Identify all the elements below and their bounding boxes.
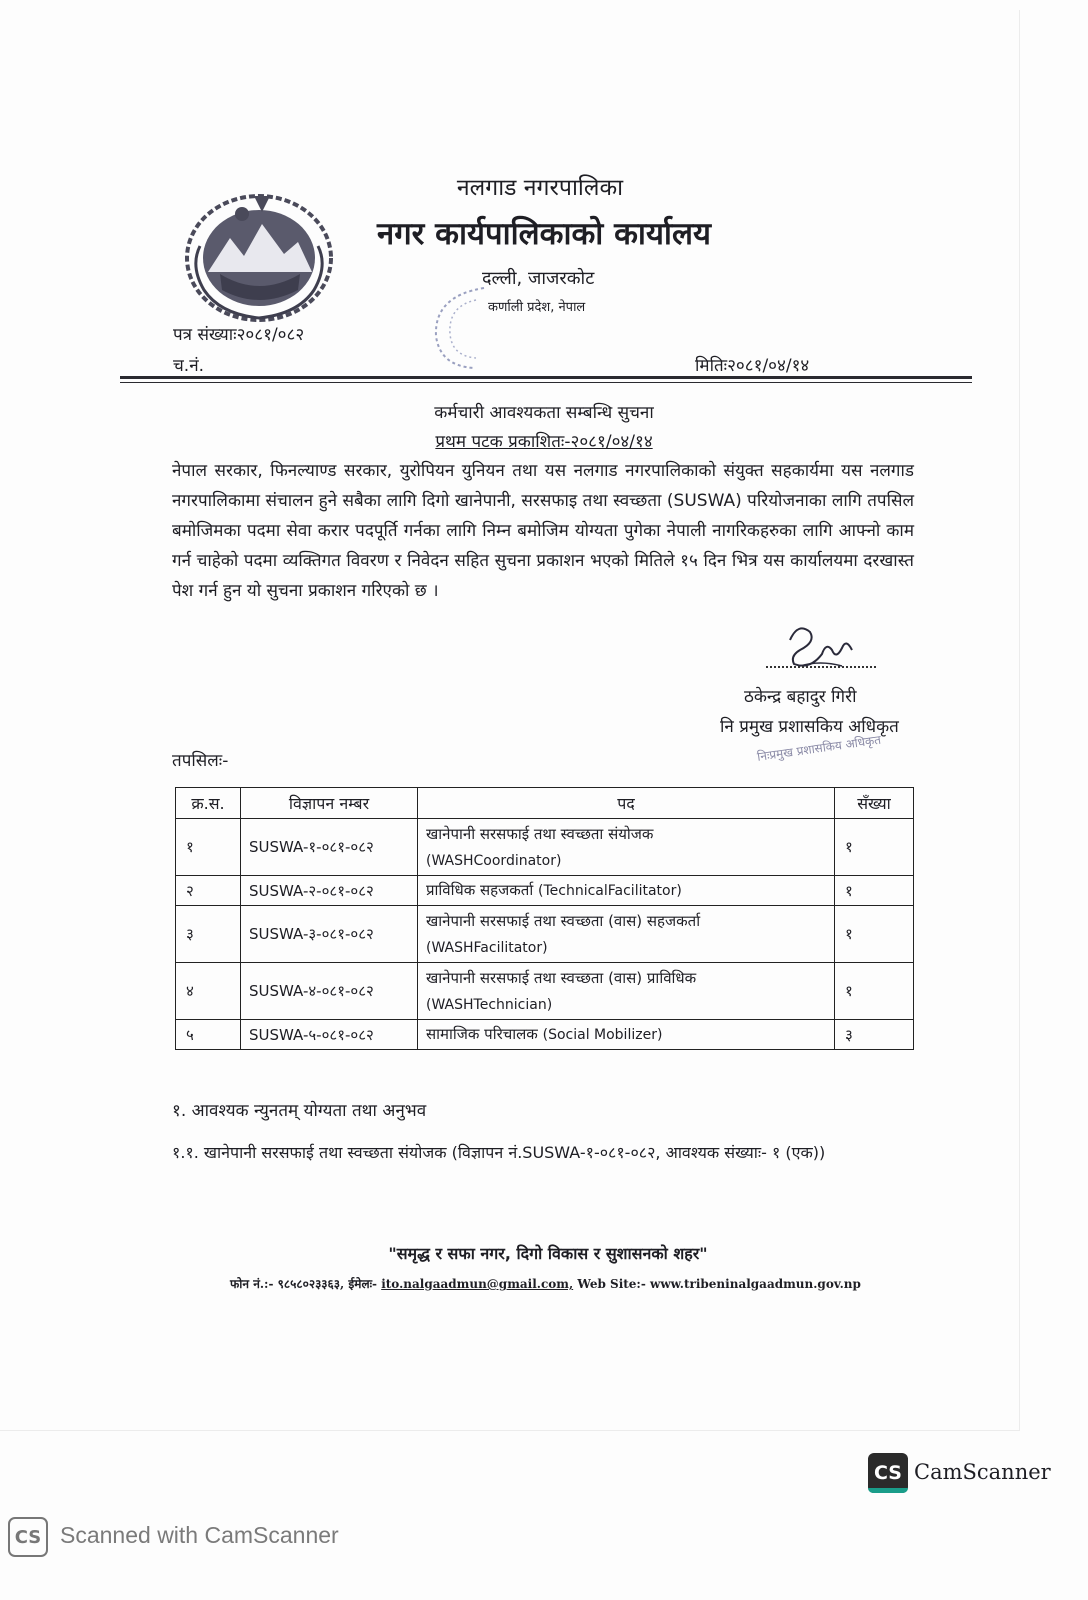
designation-stamp: निःप्रमुख प्रशासकिय अधिकृत	[756, 732, 882, 764]
table-row	[176, 906, 914, 963]
table-row	[176, 1020, 914, 1050]
table-row	[176, 819, 914, 876]
municipality-motto: "समृद्ध र सफा नगर, दिगो विकास र सुशासनको शहर"	[388, 1244, 708, 1263]
notice-title: कर्मचारी आवश्यकता सम्बन्धि सुचना	[434, 403, 654, 423]
count-cell: १	[835, 963, 914, 1020]
header-serial: क्र.स.	[176, 788, 241, 819]
camscanner-watermark-icon: CS	[8, 1517, 48, 1557]
ad-number-cell: SUSWA-५-०८१-०८२	[241, 1020, 418, 1050]
address-line-1: दल्ली, जाजरकोट	[482, 268, 595, 289]
count-cell: १	[835, 906, 914, 963]
post-name-en: (WASHTechnician)	[426, 996, 553, 1013]
post-name-np: प्राविधिक सहजकर्ता	[426, 881, 534, 899]
letter-date: मितिः२०८१/०४/१४	[695, 356, 810, 376]
post-cell	[418, 906, 835, 963]
schedule-label: तपसिलः-	[172, 751, 229, 771]
post-name-np: सामाजिक परिचालक	[426, 1025, 538, 1043]
org-name: नलगाड नगरपालिका	[456, 175, 624, 201]
page-edge-bottom	[0, 1430, 1020, 1431]
header-post: पद	[418, 788, 835, 819]
count-cell: १	[835, 819, 914, 876]
ad-number-cell: SUSWA-२-०८१-०८२	[241, 876, 418, 906]
website-text: Web Site:- www.tribeninalgaadmun.gov.np	[577, 1277, 861, 1291]
header-divider	[120, 376, 972, 379]
post-name-en: (WASHFacilitator)	[426, 939, 548, 956]
signature-line	[766, 666, 876, 668]
post-name-np: खानेपानी सरसफाई तथा स्वच्छता (वास) प्राविधिक	[426, 968, 697, 987]
camscanner-brand: CamScanner	[914, 1460, 1051, 1484]
post-name-np: खानेपानी सरसफाई तथा स्वच्छता संयोजक	[426, 824, 654, 843]
ad-number-cell: SUSWA-१-०८१-०८२	[241, 819, 418, 876]
table-row	[176, 876, 914, 906]
count-cell: १	[835, 876, 914, 906]
serial-cell: ४	[176, 963, 241, 1020]
signer-title: नि प्रमुख प्रशासकिय अधिकृत	[720, 717, 899, 737]
serial-cell: २	[176, 876, 241, 906]
section-heading: १. आवश्यक न्युनतम् योग्यता तथा अनुभव	[172, 1101, 427, 1121]
ad-number-cell: SUSWA-३-०८१-०८२	[241, 906, 418, 963]
post-name-en: (WASHCoordinator)	[426, 852, 562, 869]
page-edge	[1019, 10, 1020, 1430]
signer-name: ठकेन्द्र बहादुर गिरी	[744, 687, 857, 707]
header-count: सँख्या	[835, 788, 914, 819]
email-link[interactable]: ito.nalgaadmun@gmail.com,	[381, 1277, 574, 1291]
published-date: प्रथम पटक प्रकाशितः-२०८१/०४/१४	[435, 432, 653, 452]
header-divider-thin	[120, 382, 972, 383]
serial-cell: १	[176, 819, 241, 876]
table-row	[176, 963, 914, 1020]
count-cell: ३	[835, 1020, 914, 1050]
office-seal	[414, 276, 506, 376]
phone-text: फोन नं.:- ९८५८०२३३६३, ईमेलः-	[230, 1277, 377, 1291]
address-line-2: कर्णाली प्रदेश, नेपाल	[488, 300, 586, 315]
post-cell	[418, 1020, 835, 1050]
table-header-row	[176, 788, 914, 819]
post-cell	[418, 963, 835, 1020]
notice-body: नेपाल सरकार, फिनल्याण्ड सरकार, युरोपियन युनियन तथा यस नलगाड नगरपालिकाको संयुक्त सहकार्यमा यस नलगाड नगरपालिकामा संचालन हुने सबैका लागि दिगो खानेपानी, सरसफाइ तथा स्वच्छता (SUSWA) परियोजनाका लागि तपसिल बमोजिमका पदमा सेवा करार पदपूर्ति गर्नका लागि निम्न बमोजिम योग्यता पुगेका नेपाली नागरिकहरुका लागि आफ्नो काम गर्न चाहेको पदमा व्यक्तिगत विवरण र निवेदन सहित सुचना प्रकाशन भएको मितिले १५ दिन भित्र यस कार्यालयमा दरखास्त पेश गर्न हुन यो सुचना प्रकाशन गरिएको छ ।	[172, 461, 914, 601]
serial-cell: ३	[176, 906, 241, 963]
header-ad-number: विज्ञापन नम्बर	[241, 788, 418, 819]
dispatch-number: च.नं.	[173, 356, 205, 376]
contact-line	[230, 1275, 861, 1292]
post-cell	[418, 819, 835, 876]
nepal-emblem-logo	[180, 186, 338, 326]
subsection-heading: १.१. खानेपानी सरसफाई तथा स्वच्छता संयोजक (विज्ञापन नं.SUSWA-१-०८१-०८२, आवश्यक संख्याः- १ (एक))	[172, 1143, 826, 1162]
ad-number-cell: SUSWA-४-०८१-०८२	[241, 963, 418, 1020]
office-name: नगर कार्यपालिकाको कार्यालय	[377, 216, 711, 252]
camscanner-logo-icon: CS	[868, 1453, 908, 1493]
post-name-en: (Social Mobilizer)	[542, 1027, 663, 1043]
post-cell	[418, 876, 835, 906]
post-name-en: (TechnicalFacilitator)	[538, 883, 682, 899]
scanner-watermark: Scanned with CamScanner	[60, 1522, 339, 1548]
vacancy-table	[175, 787, 914, 1050]
serial-cell: ५	[176, 1020, 241, 1050]
post-name-np: खानेपानी सरसफाई तथा स्वच्छता (वास) सहजकर्ता	[426, 911, 701, 930]
letter-number: पत्र संख्याः२०८१/०८२	[173, 325, 305, 345]
